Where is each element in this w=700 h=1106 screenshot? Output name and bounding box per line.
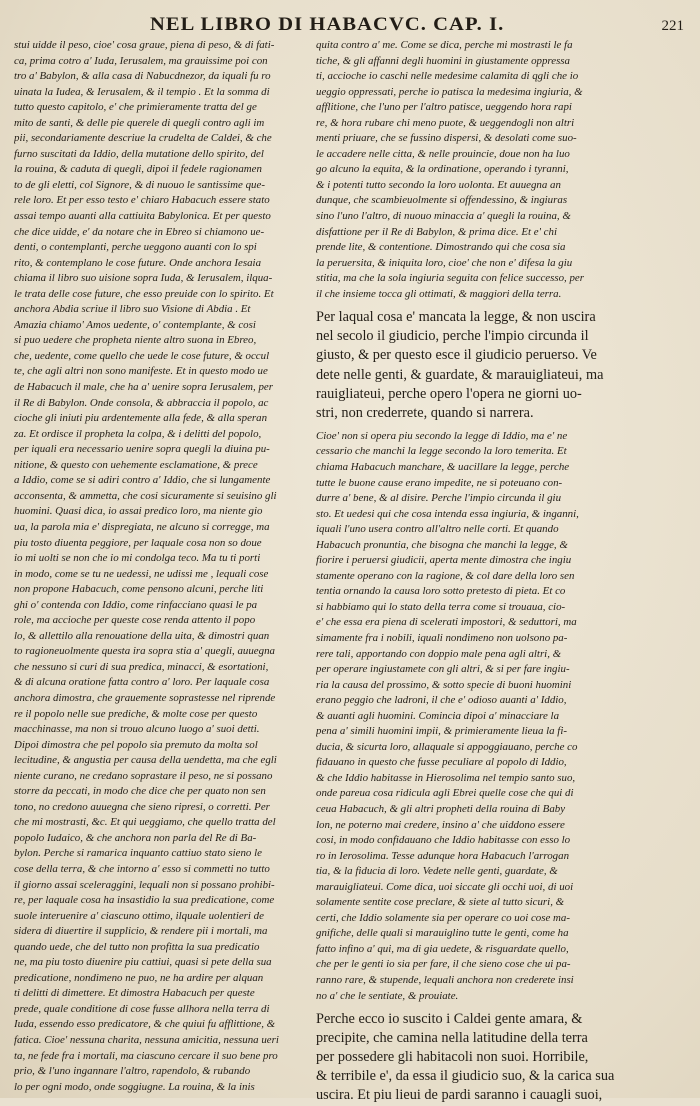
text-line: prende lite, & contentione. Dimostrando qui che cosa sia: [316, 241, 566, 254]
verse-line: stri, non crederrete, quando si narrera.: [316, 404, 534, 421]
verse-line: uscira. Et piu lieui de pardi saranno i cauagli suoi,: [316, 1087, 603, 1104]
verse-line: & terribile e', da essa il giudicio suo, & la carica sua: [316, 1068, 615, 1085]
text-line: Amazia chiamo' Amos uedente, o' contemplante, & cosi: [14, 318, 256, 331]
text-line: anchora dimostra, che grauemente soprastesse nel riprende: [14, 691, 276, 704]
text-line: & che Iddio habitasse in Hierosolima nel tempio santo suo,: [316, 771, 576, 784]
verse-line: nel secolo il giudicio, perche l'impio circunda il: [316, 328, 589, 345]
text-line: tutte le buone cause erano impedite, ne si poteuano con-: [316, 476, 563, 489]
text-line: le trata delle cose future, che esso preuide con lo spirito. Et: [14, 287, 274, 300]
text-line: ne, ma piu tosto diuenire piu cattiui, quasi si pete della sua: [14, 956, 272, 969]
text-line: to de gli eletti, col Signore, & di nuouo le santissime que-: [14, 178, 265, 191]
text-line: stamente operano con la ragione, & col dare della loro sen: [316, 569, 575, 582]
text-line: za. Et ordisce il propheta la colpa, & i delitti del popolo,: [14, 427, 262, 440]
text-line: te, che agli altri non sono manifeste. Et in questo modo ue: [14, 365, 268, 378]
text-line: sidera di diuertire il supplicio, & rendere pii i mortali, ma: [14, 925, 268, 938]
text-line: prede, quale conditione di cose fusse allhora nella terra di: [14, 1002, 270, 1015]
text-line: nitione, & questo con uehemente esclamatione, & prece: [14, 458, 258, 471]
text-line: onde pareua cosa ridicula agli Ebrei quelle cose che qui di: [316, 787, 574, 800]
text-line: si puo uedere che propheta niente altro suona in Ebreo,: [14, 334, 257, 347]
text-line: Iuda, essendo esso predicatore, & che quiui fu afflittione, &: [14, 1018, 276, 1031]
text-line: & auanti agli huomini. Comincia dipoi a' minacciare la: [316, 709, 560, 722]
text-line: ducia, & sicurta loro, allaquale si appoggiauano, perche co: [316, 740, 578, 753]
text-line: mito de santi, & delle pie querele di quegli contro agli im: [14, 116, 265, 129]
text-line: ria la causa del prossimo, & sotto specie di buoni huomini: [316, 678, 572, 691]
text-line: assai tempo auanti alla cattiuita Babylonica. Et per questo: [14, 210, 271, 223]
text-line: sino l'uno l'altro, di nuouo minaccia a' quegli la rouina, &: [316, 210, 571, 223]
text-line: & i potenti tutto secondo la loro uolonta. Et auuegna an: [316, 178, 561, 191]
text-line: il Re di Babylon. Onde consola, & abbraccia il popolo, ac: [14, 396, 269, 409]
text-line: anchora Abdia scriue il libro suo Visione di Abdia . Et: [14, 303, 251, 316]
text-line: fidauano in questo che fusse peculiare al popolo di Iddio,: [316, 756, 567, 769]
text-line: rito, & contemplano le cose future. Onde anchora Iesaia: [14, 256, 262, 269]
verse-line: rauigliateui, perche opero l'opera ne giorni uo-: [316, 385, 582, 402]
text-line: tentia ornando la causa loro sotto pretesto di pieta. Et co: [316, 585, 566, 598]
text-line: re, & hora rubare chi meno puote, & ueggendogli non altri: [316, 116, 575, 129]
text-line: ueggio oppressati, perche io patisca la medesima ingiuria, &: [316, 85, 583, 98]
text-line: acconsenta, & ammetta, che cosi sicuramente si seuisino gli: [14, 489, 277, 502]
text-line: erano peggio che ladroni, il che e' odioso auanti a' Iddio,: [316, 694, 567, 707]
text-line: furno suscitati da Iddio, della mutatione dello spirito, del: [14, 147, 264, 160]
text-line: durre a' bene, & al disire. Perche l'impio circunda il giu: [316, 492, 562, 505]
text-line: Habacuch pronuntia, che bisogna che manchi la legge, &: [316, 538, 568, 551]
text-line: popolo Iudaico, & che anchora non parla del Re di Ba-: [14, 831, 257, 844]
text-line: chiama il libro suo uisione sopra Iuda, & Ierusalem, ilqua-: [14, 272, 273, 285]
text-line: ti delitti di dimettere. Et dimostra Habacuch per queste: [14, 987, 255, 1000]
text-line: stui uidde il peso, cioe' cosa graue, piena di peso, & di fati-: [14, 39, 275, 51]
text-line: tutto questo capitolo, e' che primieramente tratta del ge: [14, 101, 257, 114]
text-line: & di alcuna oratione fatta contro a' loro. Per laquale cosa: [14, 676, 270, 689]
text-line: ta, ne fede fra i mortali, ma ciascuno cercare il suo bene pro: [14, 1049, 278, 1062]
text-line: gnifiche, delle quali si marauiglino tutte le genti, come ha: [316, 927, 569, 940]
text-line: le accadere nelle citta, & nelle prouincie, doue non ha luo: [316, 147, 570, 160]
text-line: role, ma accioche per queste cose renda attento il popo: [14, 614, 256, 627]
text-line: chiama Habacuch manchare, & uacillare la legge, perche: [316, 460, 570, 473]
text-line: a Iddio, come se si adiri contro a' Iddio, che si lungamente: [14, 474, 271, 487]
text-line: ro in Ierosolima. Tesse adunque hora Habacuch l'arrogan: [316, 849, 570, 862]
text-line: ua, la parola mia e' dispregiata, ne alcuno si corregge, ma: [14, 520, 270, 533]
text-line: fatto infino a' qui, ma di gia uedete, & risguardate quello,: [316, 942, 569, 955]
text-line: lo, & allettilo alla renouatione della uita, & dimostri quan: [14, 629, 270, 642]
text-line: bylon. Perche si ramarica inquanto cattiuo stato sieno le: [14, 847, 262, 860]
text-line: cessario che manchi la legge secondo la loro temerita. Et: [316, 445, 567, 458]
text-line: lo per ogni modo, onde soggiugne. La rouina, & la inis: [14, 1080, 255, 1093]
text-line: no a' che le sentiate, & prouiate.: [316, 989, 459, 1002]
text-line: che dice uidde, e' da notare che in Ebreo si chiamono ue-: [14, 225, 265, 238]
verse-line: precipite, che camina nella latitudine della terra: [316, 1030, 588, 1047]
text-line: ranno rare, & stupende, lequali anchora non crederete insi: [316, 974, 574, 986]
text-line: pena a' simili huomini impii, & primieramente lieua la fi-: [316, 725, 567, 738]
text-line: menti priuare, che se fussino dispersi, & desolati come suo-: [316, 132, 577, 145]
text-line: to ragioneuolmente questa ira sopra stia a' quegli, auuegna: [14, 645, 275, 658]
text-line: pii, secondariamente descriue la crudelta de Caldei, & che: [14, 132, 272, 145]
text-line: lon, ne poterno mai credere, insino a' che uiddono essere: [316, 818, 565, 831]
text-line: storre da peccati, in modo che dice che per quato non sen: [14, 785, 266, 798]
text-line: disfattione per il Re di Babylon, & prima dice. Et e' chi: [316, 225, 557, 238]
text-line: piu tosto diuenta peggiore, per laquale cosa non so doue: [14, 536, 262, 549]
text-line: la peruersita, & iniquita loro, cioe' che non e' difesa la giu: [316, 256, 573, 269]
text-line: huomini. Quasi dica, io assai predico loro, ma niente gio: [14, 505, 263, 518]
text-line: quando uede, che del tutto non profitta la sua predicatio: [14, 940, 260, 953]
text-line: rele loro. Et per esso testo e' chiaro Habacuch essere stato: [14, 194, 270, 207]
text-line: che, uedente, come quello che uede le cose future, & occul: [14, 349, 270, 362]
text-line: dunque, che scambieuolmente si offendessino, & ingiuras: [316, 194, 568, 207]
text-line: quita contro a' me. Come se dica, perche mi mostrasti le fa: [316, 39, 573, 51]
commentary-block-top: [316, 38, 692, 302]
text-line: fiorire i peruersi giudicii, aperta mente dimostra che ingiu: [316, 554, 572, 567]
scripture-verse-block: [316, 308, 692, 423]
text-line: che nessuno si curi di sua predica, minacci, & esortationi,: [14, 660, 269, 673]
verse-line: dete nelle genti, & guardate, & marauigliateui, ma: [316, 366, 604, 383]
text-line: denti, o contemplanti, perche ueggono auanti con lo spi: [14, 241, 257, 254]
text-line: per iquali era necessario uenire sopra quegli la diuina pu-: [14, 443, 270, 456]
text-line: ti, accioche io caschi nelle medesime calamita di qgli che io: [316, 70, 579, 83]
text-line: suole interuenire a' ciascuno ottimo, ilquale uolentieri de: [14, 909, 264, 922]
text-line: ca, prima cotro a' Iuda, Ierusalem, ma grauissime poi con: [14, 54, 268, 67]
text-line: tiche, & gli affanni degli huomini in giustamente oppressa: [316, 54, 570, 67]
verse-line: per possedere gli habitacoli non suoi. Horribile,: [316, 1049, 589, 1066]
verse-line: giusto, & per questo esce il giudicio peruerso. Ve: [316, 347, 597, 364]
text-line: certi, che Iddio solamente sia per operare co uoi cose ma-: [316, 911, 570, 924]
verse-line: Perche ecco io suscito i Caldei gente amara, &: [316, 1011, 583, 1028]
text-line: cosi, in modo confidauano che Iddio habitasse con esso lo: [316, 834, 571, 847]
text-line: stitia, ma che la sola ingiuria seguita con felice successo, per: [316, 272, 584, 285]
text-line: re il popolo nelle sue prediche, & molte cose per questo: [14, 707, 258, 720]
page-number: 221: [661, 18, 684, 34]
text-line: solamente sentite cose preclare, & siete al tutto sicuri, &: [316, 896, 565, 909]
text-line: Cioe' non si opera piu secondo la legge di Iddio, ma e' ne: [316, 429, 568, 442]
text-line: fatica. Cioe' nessuna charita, nessuna amicitia, nessuna ueri: [14, 1034, 279, 1046]
text-line: che per le genti io sia per fare, il che sieno cose che ui pa-: [316, 958, 571, 971]
text-line: de Habacuch il male, che ha a' uenire sopra Ierusalem, per: [14, 381, 274, 394]
scripture-verse-block: [316, 1010, 692, 1105]
text-line: macchinasse, ma non si trouo alcuno luogo a' suoi detti.: [14, 723, 260, 736]
text-line: lecitudine, & angustia per causa della uendetta, ma che egli: [14, 754, 277, 767]
text-line: cioche gli iniuti piu ardentemente alla fede, & alla speran: [14, 412, 268, 425]
text-line: iquali l'uno usera contro all'altro nelle corti. Et quando: [316, 523, 559, 536]
text-line: ghi o' contenda con Iddio, come rinfacciano quasi le pa: [14, 598, 258, 611]
commentary-block-middle: [316, 429, 692, 1004]
text-line: che mi mostrasti, &c. Et qui ueggiamo, che quello tratta del: [14, 816, 276, 829]
text-line: tia, & la fiducia di loro. Vedete nelle genti, guardate, &: [316, 865, 558, 878]
text-line: Dipoi dimostra che pel popolo sia premuto da molta sol: [14, 738, 258, 751]
text-line: ceua Habacuch, & gli altri propheti della rouina di Baby: [316, 802, 566, 815]
text-line: il giorno assai sceleraggini, lequali non si possano prohibi-: [14, 878, 275, 891]
text-line: predicatione, nondimeno ne puo, ne ha ardire per alquan: [14, 971, 264, 984]
text-line: in modo, come se tu ne uedessi, ne udissi me , lequali cose: [14, 567, 269, 580]
text-line: uinata la Iudea, & Ierusalem, & il tempio . Et la somma di: [14, 85, 270, 98]
commentary-column-left: [14, 38, 314, 1095]
text-line: il che insieme tocca gli ottimati, & maggiori della terra.: [316, 287, 562, 300]
text-line: rere tali, apportando con doppio male pena agli altri, &: [316, 647, 562, 660]
text-line: tono, no credono auuegna che sieno ripresi, o corretti. Per: [14, 800, 270, 813]
text-line: prio, & l'uno ingannare l'altro, rapendolo, & rubando: [14, 1065, 251, 1078]
text-line: tro a' Babylon, & alla casa di Nabucdnezor, da iquali fu ro: [14, 70, 271, 83]
text-line: cose della terra, & che intorno a' esso si commetti no tutto: [14, 862, 270, 875]
text-line: marauigliateui. Come dica, uoi siccate gli occhi uoi, di uoi: [316, 880, 574, 893]
text-line: sto. Et uedesi qui che cosa intenda essa ingiuria, & inganni,: [316, 507, 579, 520]
text-line: go alcuno la equita, & la ordinatione, operando i tyranni,: [316, 163, 569, 176]
text-line: la rouina, & caduta di quegli, dipoi il fedele ragionamen: [14, 163, 262, 176]
text-line: per operare ingiustamete con gli altri, & si per fare ingiu-: [316, 663, 570, 676]
text-line: io mi uolti se non che io mi condolga teco. Ma tu ti porti: [14, 552, 261, 565]
text-line: afflitione, che l'uno per l'altro patisce, ueggendo hora rapi: [316, 101, 572, 114]
text-line: si habbiamo qui lo stato della terra come si trouaua, cio-: [316, 600, 566, 613]
text-line: simamente fra i nobili, iquali nondimeno non uolsono pa-: [316, 631, 568, 644]
running-title: NEL LIBRO DI HABACVC. CAP. I.: [150, 14, 505, 35]
text-line: niente curano, ne credano soprastare il peso, ne si possano: [14, 769, 273, 782]
text-line: non propone Habacuch, come pensono alcuni, perche liti: [14, 583, 264, 596]
right-column: [316, 38, 692, 1106]
verse-line: Per laqual cosa e' mancata la legge, & non uscira: [316, 309, 596, 326]
text-line: e' che essa era piena di scelerati impostori, & seduttori, ma: [316, 616, 577, 629]
text-line: re, per laquale cosa ha insastidio la sua predicatione, come: [14, 894, 275, 907]
